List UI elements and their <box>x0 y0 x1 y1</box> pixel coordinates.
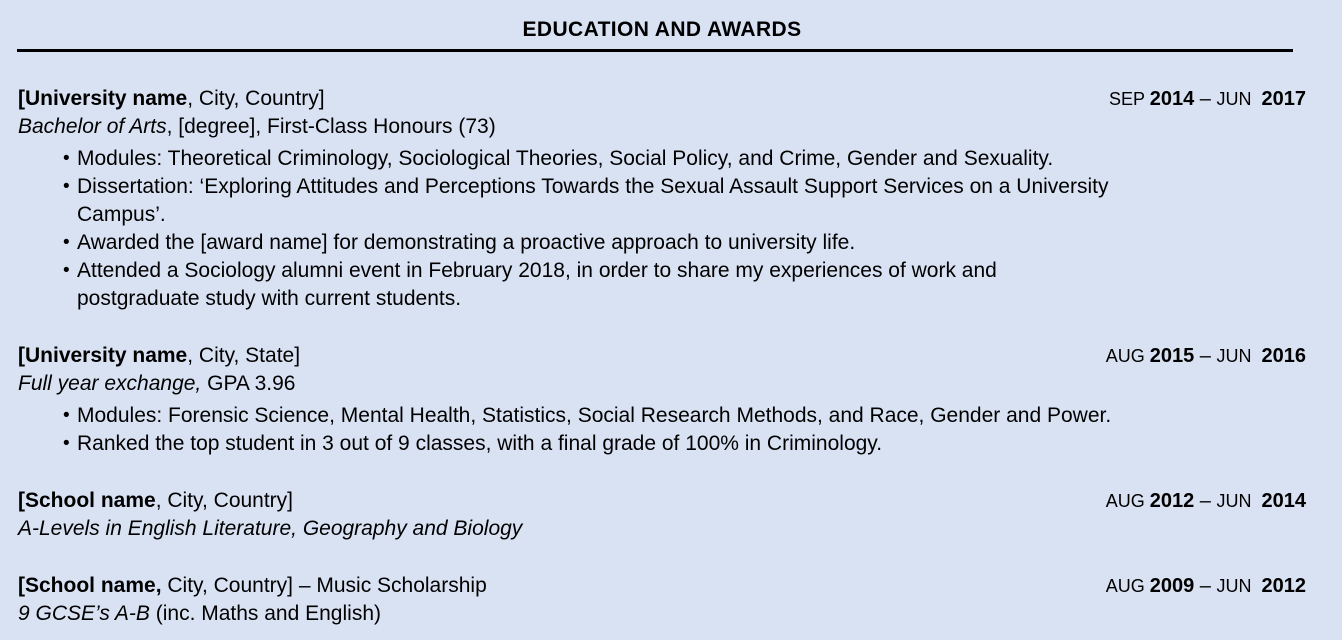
entry-heading <box>18 342 300 370</box>
bullet-item <box>18 229 1306 257</box>
education-entries <box>18 85 1306 628</box>
text-segment: 2014 <box>1149 88 1195 110</box>
text-segment: – <box>1194 88 1217 110</box>
bullet-icon: • <box>63 405 70 426</box>
section-divider <box>17 49 1293 52</box>
text-segment: 2016 <box>1261 345 1306 367</box>
text-segment: JUN <box>1216 346 1262 366</box>
text-segment: – <box>1194 575 1217 597</box>
text-segment: SEP <box>1109 89 1150 109</box>
entry-header-row <box>18 342 1306 370</box>
education-entry <box>18 572 1306 628</box>
text-segment: , [degree], First-Class Honours (73) <box>166 115 496 138</box>
text-segment: Bachelor of Arts <box>18 115 167 138</box>
bullet-line: Dissertation: ‘Exploring Attitudes and Perceptions Towards the Sexual Assault Support Services on a University <box>77 175 1109 198</box>
bullet-icon: • <box>63 260 70 281</box>
section-title: EDUCATION AND AWARDS <box>522 18 802 41</box>
bullet-line: Modules: Theoretical Criminology, Sociological Theories, Social Policy, and Crime, Gender and Sexuality. <box>77 147 1054 170</box>
bullet-icon: • <box>63 176 70 197</box>
bullet-text <box>77 430 882 458</box>
text-segment: , City, Country] <box>155 489 294 512</box>
entry-bullets <box>18 145 1306 313</box>
entry-dates <box>1106 572 1306 600</box>
bullet-item <box>18 402 1306 430</box>
entry-header-row <box>18 85 1306 113</box>
education-entry <box>18 487 1306 543</box>
text-segment: 2009 <box>1149 575 1195 597</box>
bullet-icon: • <box>63 232 70 253</box>
text-segment: [School name, <box>18 574 162 597</box>
text-segment: JUN <box>1216 89 1262 109</box>
text-segment: City, Country] – Music Scholarship <box>161 574 487 597</box>
bullet-item <box>18 173 1306 229</box>
bullet-item <box>18 145 1306 173</box>
education-entry <box>18 342 1306 458</box>
text-segment: Full year exchange, <box>18 372 202 395</box>
text-segment: [University name <box>18 344 188 367</box>
bullet-line: Ranked the top student in 3 out of 9 classes, with a final grade of 100% in Criminology. <box>77 432 883 455</box>
text-segment: 2012 <box>1149 490 1195 512</box>
entry-subtitle <box>18 600 1306 628</box>
bullet-line: postgraduate study with current students. <box>77 287 462 310</box>
entry-heading <box>18 487 293 515</box>
bullet-icon: • <box>63 148 70 169</box>
entry-subtitle <box>18 370 1306 398</box>
bullet-item <box>18 257 1306 313</box>
text-segment: 2015 <box>1149 345 1195 367</box>
entry-dates <box>1109 85 1306 113</box>
entry-heading <box>18 572 487 600</box>
text-segment: JUN <box>1216 491 1262 511</box>
text-segment: – <box>1194 345 1217 367</box>
entry-dates <box>1106 342 1306 370</box>
text-segment: GPA 3.96 <box>201 372 296 395</box>
entry-subtitle <box>18 515 1306 543</box>
text-segment: AUG <box>1105 346 1150 366</box>
text-segment: AUG <box>1105 491 1150 511</box>
bullet-line: Modules: Forensic Science, Mental Health, Statistics, Social Research Methods, and Race, Gender and Power. <box>77 404 1112 427</box>
bullet-icon: • <box>63 433 70 454</box>
entry-header-row <box>18 487 1306 515</box>
text-segment: 2014 <box>1261 490 1306 512</box>
entry-header-row <box>18 572 1306 600</box>
text-segment: (inc. Maths and English) <box>149 602 381 625</box>
bullet-text <box>77 173 1108 229</box>
entry-bullets <box>18 402 1306 458</box>
bullet-text <box>77 229 855 257</box>
text-segment: [University name <box>18 87 188 110</box>
text-segment: – <box>1194 490 1217 512</box>
text-segment: [School name <box>18 489 156 512</box>
text-segment: JUN <box>1216 576 1262 596</box>
text-segment: AUG <box>1105 576 1150 596</box>
bullet-line: Campus’. <box>77 203 166 226</box>
entry-dates <box>1106 487 1306 515</box>
bullet-item <box>18 430 1306 458</box>
bullet-line: Awarded the [award name] for demonstrating a proactive approach to university life. <box>77 231 856 254</box>
bullet-line: Attended a Sociology alumni event in February 2018, in order to share my experiences of work and <box>77 259 997 282</box>
bullet-text <box>77 257 997 313</box>
text-segment: 9 GCSE’s A-B <box>18 602 150 625</box>
text-segment: 2012 <box>1261 575 1306 597</box>
entry-subtitle <box>18 113 1306 141</box>
text-segment: 2017 <box>1261 88 1306 110</box>
bullet-text <box>77 145 1053 173</box>
text-segment: , City, State] <box>187 344 301 367</box>
bullet-text <box>77 402 1111 430</box>
text-segment: A-Levels in English Literature, Geography and Biology <box>18 517 523 540</box>
education-entry <box>18 85 1306 313</box>
entry-heading <box>18 85 325 113</box>
text-segment: , City, Country] <box>187 87 325 110</box>
